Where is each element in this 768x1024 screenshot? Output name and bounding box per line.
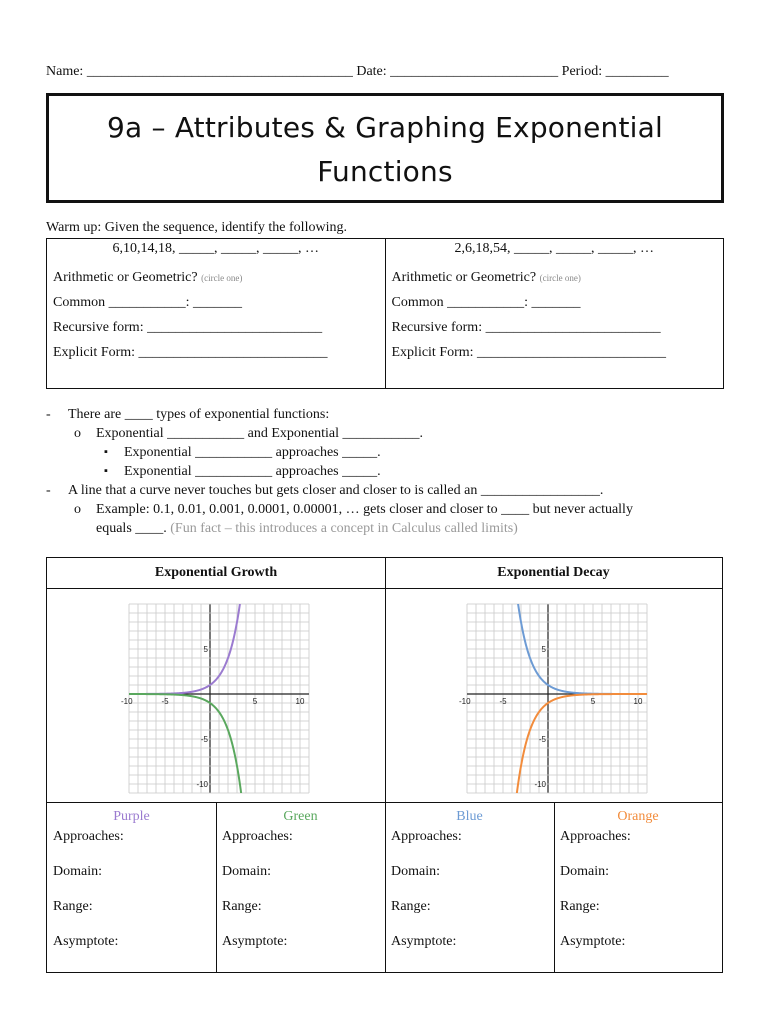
tick-label: -10 bbox=[196, 780, 208, 789]
tick-label: 5 bbox=[590, 697, 596, 706]
decay-header: Exponential Decay bbox=[385, 558, 722, 589]
asymptote-field[interactable]: Asymptote: bbox=[53, 934, 119, 949]
graph-table bbox=[46, 557, 723, 973]
range-field[interactable]: Range: bbox=[560, 899, 600, 914]
note-line: equals ____. (Fun fact – this introduces a concept in Calculus called limits) bbox=[96, 521, 518, 536]
approaches-field[interactable]: Approaches: bbox=[53, 829, 124, 844]
note-line: ▪ Exponential ___________ approaches _____. bbox=[104, 464, 381, 479]
explicit-field[interactable]: Explicit Form: ___________________________ bbox=[391, 345, 667, 360]
domain-field[interactable]: Domain: bbox=[560, 864, 609, 879]
tick-label: -5 bbox=[538, 735, 546, 744]
tick-label: 5 bbox=[252, 697, 258, 706]
purple-column bbox=[47, 803, 216, 973]
tick-label: -10 bbox=[459, 697, 471, 706]
note-line: - A line that a curve never touches but gets closer and closer to is called an _________________. bbox=[46, 483, 604, 498]
function-name: Orange bbox=[617, 809, 659, 824]
explicit-field[interactable]: Explicit Form: ___________________________ bbox=[53, 345, 328, 360]
header-line bbox=[46, 64, 726, 80]
decay-graph bbox=[385, 589, 722, 802]
recursive-field[interactable]: Recursive form: _________________________ bbox=[391, 320, 661, 335]
approaches-field[interactable]: Approaches: bbox=[391, 829, 462, 844]
tick-label: -5 bbox=[161, 697, 169, 706]
tick-label: 10 bbox=[633, 697, 643, 706]
note-line: o Example: 0.1, 0.01, 0.001, 0.0001, 0.00001, … gets closer and closer to ____ but never actually bbox=[74, 502, 633, 517]
recursive-field[interactable]: Recursive form: _________________________ bbox=[53, 320, 323, 335]
arith-geo-question: Arithmetic or Geometric? (circle one) bbox=[391, 270, 581, 285]
tick-label: -10 bbox=[534, 780, 546, 789]
circle-one-note: (circle one) bbox=[201, 273, 243, 283]
approaches-field[interactable]: Approaches: bbox=[560, 829, 631, 844]
date-label: Date: bbox=[356, 64, 387, 79]
title-line-1: 9a – Attributes & Graphing Exponential bbox=[107, 111, 663, 144]
sequence: 2,6,18,54, _____, _____, _____, … bbox=[454, 241, 654, 256]
period-label: Period: bbox=[561, 64, 603, 79]
decay-graph-cell bbox=[385, 589, 722, 803]
tick-label: 5 bbox=[541, 645, 546, 654]
warmup-intro: Warm up: Given the sequence, identify the following. bbox=[46, 220, 347, 235]
approaches-field[interactable]: Approaches: bbox=[222, 829, 293, 844]
date-blank[interactable]: ________________________ bbox=[390, 64, 559, 79]
tick-label: -5 bbox=[200, 735, 208, 744]
domain-field[interactable]: Domain: bbox=[222, 864, 271, 879]
growth-header: Exponential Growth bbox=[47, 558, 385, 589]
common-field[interactable]: Common ___________: _______ bbox=[53, 295, 243, 310]
warmup-cell-right bbox=[385, 239, 724, 388]
function-name: Green bbox=[283, 809, 318, 824]
function-name: Blue bbox=[456, 809, 483, 824]
tick-label: -5 bbox=[499, 697, 507, 706]
range-field[interactable]: Range: bbox=[222, 899, 262, 914]
warmup-cell-left bbox=[47, 239, 385, 388]
title-line-2: Functions bbox=[317, 155, 453, 188]
note-line: ▪ Exponential ___________ approaches _____. bbox=[104, 445, 381, 460]
growth-graph bbox=[47, 589, 385, 802]
common-field[interactable]: Common ___________: _______ bbox=[391, 295, 581, 310]
note-line: - There are ____ types of exponential functions: bbox=[46, 407, 330, 422]
tick-label: 5 bbox=[203, 645, 208, 654]
growth-graph-cell bbox=[47, 589, 385, 803]
range-field[interactable]: Range: bbox=[53, 899, 93, 914]
domain-field[interactable]: Domain: bbox=[53, 864, 102, 879]
asymptote-field[interactable]: Asymptote: bbox=[222, 934, 288, 949]
name-label: Name: bbox=[46, 64, 84, 79]
blue-column bbox=[385, 803, 554, 973]
asymptote-field[interactable]: Asymptote: bbox=[560, 934, 626, 949]
asymptote-field[interactable]: Asymptote: bbox=[391, 934, 457, 949]
tick-label: 10 bbox=[295, 697, 305, 706]
note-line: o Exponential ___________ and Exponential ___________. bbox=[74, 426, 424, 441]
function-name: Purple bbox=[113, 809, 150, 824]
page-title bbox=[49, 96, 721, 194]
arith-geo-question: Arithmetic or Geometric? (circle one) bbox=[53, 270, 243, 285]
name-blank[interactable]: ______________________________________ bbox=[86, 64, 353, 79]
title-box bbox=[46, 93, 724, 203]
domain-field[interactable]: Domain: bbox=[391, 864, 440, 879]
sequence: 6,10,14,18, _____, _____, _____, … bbox=[112, 241, 319, 256]
notes-list bbox=[46, 405, 726, 538]
range-field[interactable]: Range: bbox=[391, 899, 431, 914]
tick-label: -10 bbox=[121, 697, 133, 706]
orange-column bbox=[554, 803, 722, 973]
fun-fact: (Fun fact – this introduces a concept in Calculus called limits) bbox=[170, 521, 518, 536]
green-column bbox=[216, 803, 385, 973]
period-blank[interactable]: _________ bbox=[605, 64, 669, 79]
warmup-table bbox=[46, 238, 724, 389]
circle-one-note: (circle one) bbox=[539, 273, 581, 283]
